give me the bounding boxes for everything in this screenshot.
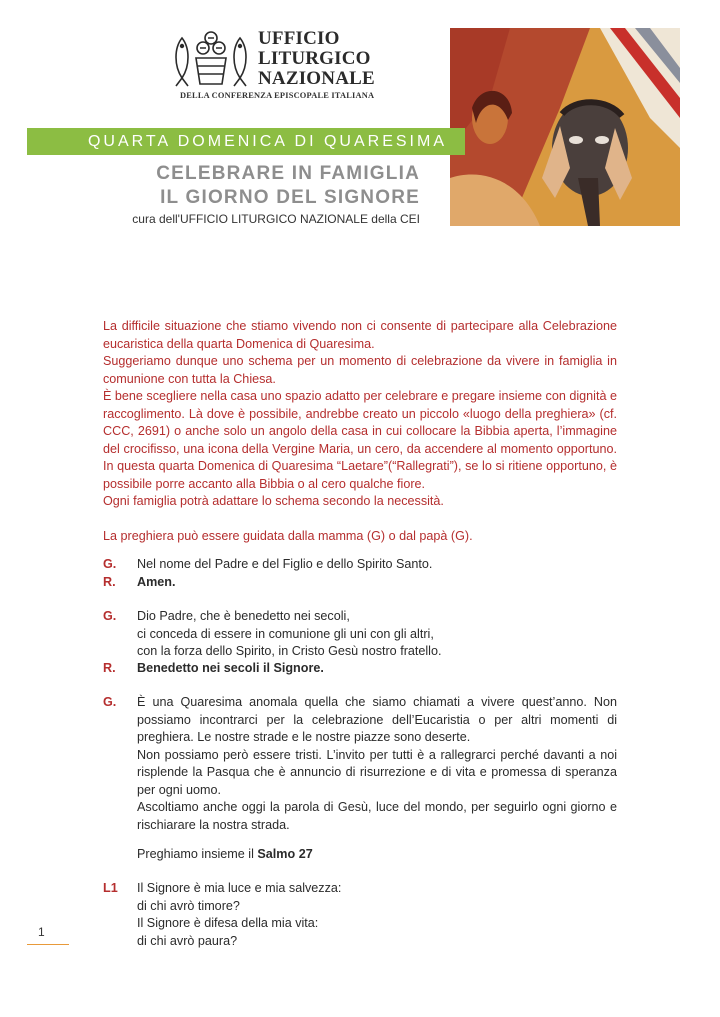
prayer-text: Dio Padre, che è benedetto nei secoli,	[137, 609, 350, 623]
logo-line-liturgico: LITURGICO	[258, 48, 371, 69]
psalm-verse: Il Signore è difesa della mia vita:	[137, 916, 319, 930]
psalm-verse: di chi avrò timore?	[137, 898, 240, 913]
psalm-verse: Il Signore è mia luce e mia salvezza:	[137, 881, 342, 895]
intro-paragraph: Ogni famiglia potrà adattare lo schema secondo la necessità.	[103, 494, 444, 508]
intro-guide-note: La preghiera può essere guidata dalla mamma (G) o dal papà (G).	[103, 529, 473, 543]
prayer-text: Nel nome del Padre e del Figlio e dello Spirito Santo.	[137, 557, 433, 571]
credit-line: cura dell'UFFICIO LITURGICO NAZIONALE della CEI	[132, 212, 420, 226]
page-number: 1	[38, 925, 45, 939]
ufficio-liturgico-logo	[170, 28, 390, 106]
prayer-line	[103, 660, 617, 678]
artwork-illustration-icon	[450, 28, 680, 226]
prayer-text: con la forza dello Spirito, in Cristo Gesù nostro fratello.	[137, 644, 442, 658]
prayer-text: È una Quaresima anomala quella che siamo chiamati a vivere quest’anno. Non possiamo incontrarci per la celebrazione dell’Eucaristia o per altri momenti di preghiera. Le nostre strade e le nostre piazze sono deserte.	[137, 695, 617, 744]
speaker-label: G.	[103, 695, 117, 709]
intro-paragraph: È bene scegliere nella casa uno spazio adatto per celebrare e pregare insieme con dignità e raccoglimento. Là dove è possibile, andrebbe creato un piccolo «luogo della preghiera» (cf. CCC, 2691) o anche solo un angolo della casa in cui collocare la Bibbia aperta, l’immagine del crocifisso, una icona della Vergine Maria, un cero, da accendere al momento opportuno. In questa quarta Domenica di Quaresima “Laetare”(“Rallegrati”), se lo si ritiene opportuno, è possibile porre accanto alla Bibbia o al cero qualche fiore.	[103, 389, 617, 491]
logo-line-ufficio: UFFICIO	[258, 28, 340, 49]
page-title-line1: CELEBRARE IN FAMIGLIA	[156, 163, 420, 184]
psalm-invite-text: Preghiamo insieme il	[137, 847, 258, 861]
speaker-label: G.	[103, 557, 117, 571]
speaker-label: R.	[103, 661, 116, 675]
intro-text	[103, 318, 617, 546]
logo-line-nazionale: NAZIONALE	[258, 68, 375, 89]
prayer-response: Amen.	[137, 575, 176, 589]
prayer-text: Non possiamo però essere tristi. L’invito per tutti è a rallegrarci perché davanti a noi risplende la Pasqua che è annuncio di risurrezione e di vita e promessa di speranza per ogni uomo.	[137, 747, 617, 797]
psalm-verse: di chi avrò paura?	[137, 933, 238, 948]
prayer-line	[103, 574, 617, 592]
psalm-invite	[103, 846, 617, 864]
logo-subtitle: DELLA CONFERENZA EPISCOPALE ITALIANA	[180, 91, 375, 100]
speaker-label: R.	[103, 575, 116, 589]
prayer-text: Ascoltiamo anche oggi la parola di Gesù, luce del mondo, per seguirlo ogni giorno e rischiarare la nostra strada.	[137, 800, 617, 832]
page-title-line2: IL GIORNO DEL SIGNORE	[160, 187, 420, 208]
speaker-label: L1	[103, 881, 118, 895]
intro-paragraph: Suggeriamo dunque uno schema per un momento di celebrazione da vivere in famiglia in comunione con tutta la Chiesa.	[103, 354, 617, 386]
speaker-label: G.	[103, 609, 117, 623]
intro-paragraph: La difficile situazione che stiamo vivendo non ci consente di partecipare alla Celebrazione eucaristica della quarta Domenica di Quaresima.	[103, 319, 617, 351]
prayer-block	[103, 694, 617, 834]
section-band: QUARTA DOMENICA DI QUARESIMA	[27, 128, 465, 155]
psalm-reference: Salmo 27	[257, 847, 313, 861]
prayer-text: ci conceda di essere in comunione gli uni con gli altri,	[137, 626, 434, 641]
prayer-line	[103, 556, 617, 574]
prayer-block	[103, 608, 617, 661]
prayer-response: Benedetto nei secoli il Signore.	[137, 661, 324, 675]
prayer-block	[103, 880, 617, 950]
fish-and-loaves-emblem-icon	[170, 28, 252, 90]
page-number-rule	[27, 944, 69, 945]
